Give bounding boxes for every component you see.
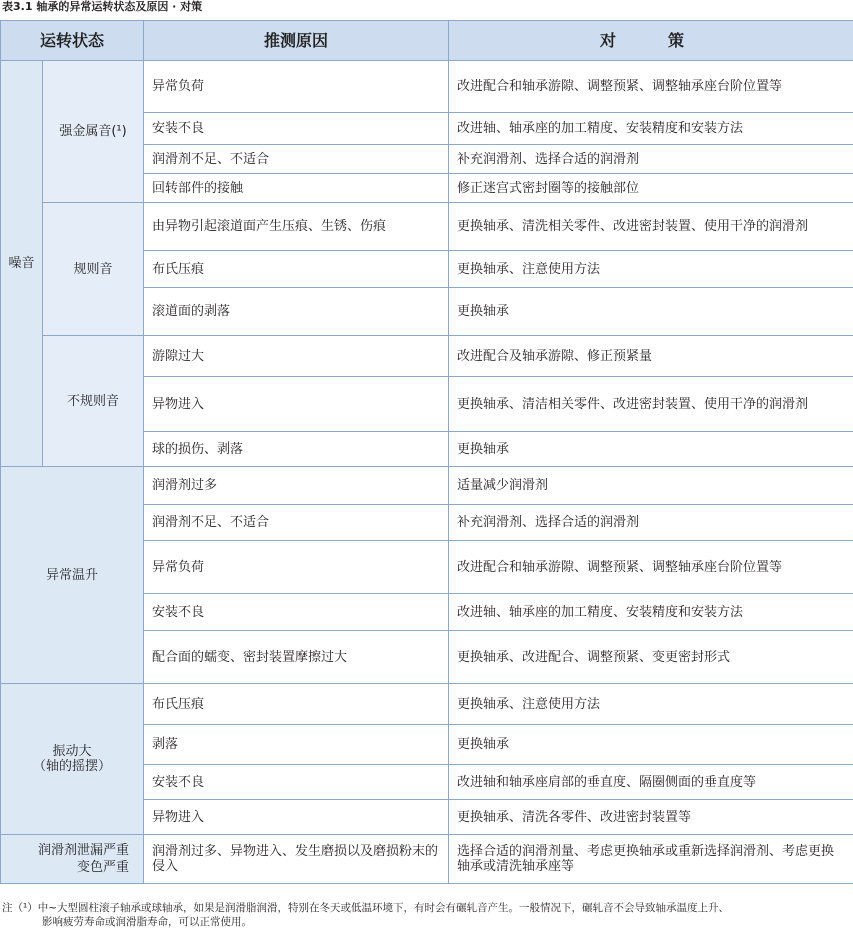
substate-regular: 规则音 bbox=[43, 203, 144, 336]
cause-cell: 安装不良 bbox=[144, 765, 449, 800]
leak-label-line1: 润滑剂泄漏严重 bbox=[38, 843, 130, 858]
state-leak-discoloration bbox=[1, 835, 144, 884]
cause-cell: 润滑剂过多 bbox=[144, 467, 449, 505]
state-vibration bbox=[1, 684, 144, 835]
action-cell: 补充润滑剂、选择合适的润滑剂 bbox=[449, 145, 853, 174]
leak-label-line2: 变色严重 bbox=[77, 860, 130, 875]
table-caption: 表3.1 轴承的异常运转状态及原因 · 对策 bbox=[2, 0, 203, 13]
cause-cell: 安装不良 bbox=[144, 113, 449, 145]
cause-cell: 润滑剂不足、不适合 bbox=[144, 145, 449, 174]
cause-cell: 润滑剂过多、异物进入、发生磨损以及磨损粉末的侵入 bbox=[144, 835, 449, 884]
action-cell: 改进配合和轴承游隙、调整预紧、调整轴承座台阶位置等 bbox=[449, 541, 853, 594]
header-state: 运转状态 bbox=[1, 21, 144, 61]
action-cell: 改进配合和轴承游隙、调整预紧、调整轴承座台阶位置等 bbox=[449, 61, 853, 113]
cause-cell: 异物进入 bbox=[144, 377, 449, 432]
cause-cell: 安装不良 bbox=[144, 594, 449, 631]
action-cell: 选择合适的润滑剂量、考虑更换轴承或重新选择润滑剂、考虑更换轴承或清洗轴承座等 bbox=[449, 835, 853, 884]
action-cell: 更换轴承、清洗相关零件、改进密封装置、使用干净的润滑剂 bbox=[449, 203, 853, 251]
action-cell: 更换轴承 bbox=[449, 288, 853, 336]
cause-cell: 由异物引起滚道面产生压痕、生锈、伤痕 bbox=[144, 203, 449, 251]
action-cell: 改进轴、轴承座的加工精度、安装精度和安装方法 bbox=[449, 594, 853, 631]
action-cell: 更换轴承、改进配合、调整预紧、变更密封形式 bbox=[449, 631, 853, 684]
state-temperature-rise: 异常温升 bbox=[1, 467, 144, 684]
action-cell: 更换轴承 bbox=[449, 725, 853, 765]
cause-cell: 布氏压痕 bbox=[144, 251, 449, 288]
action-cell: 补充润滑剂、选择合适的润滑剂 bbox=[449, 505, 853, 541]
substate-strong-metal: 强金属音(¹) bbox=[43, 61, 144, 203]
cause-cell: 球的损伤、剥落 bbox=[144, 432, 449, 467]
vibration-label-line2: （轴的摇摆） bbox=[33, 759, 112, 774]
cause-cell: 配合面的蠕变、密封装置摩擦过大 bbox=[144, 631, 449, 684]
cause-cell: 剥落 bbox=[144, 725, 449, 765]
cause-cell: 异常负荷 bbox=[144, 541, 449, 594]
action-cell: 适量减少润滑剂 bbox=[449, 467, 853, 505]
cause-cell: 异物进入 bbox=[144, 800, 449, 835]
action-cell: 更换轴承、注意使用方法 bbox=[449, 684, 853, 725]
cause-cell: 游隙过大 bbox=[144, 336, 449, 377]
cause-cell: 布氏压痕 bbox=[144, 684, 449, 725]
header-cause: 推测原因 bbox=[144, 21, 449, 61]
abnormal-operation-table bbox=[0, 20, 853, 884]
action-cell: 更换轴承、清洗各零件、改进密封装置等 bbox=[449, 800, 853, 835]
vibration-label-line1: 振动大 bbox=[52, 744, 92, 759]
header-action: 对 策 bbox=[449, 21, 853, 61]
cause-cell: 异常负荷 bbox=[144, 61, 449, 113]
action-cell: 更换轴承 bbox=[449, 432, 853, 467]
cause-cell: 润滑剂不足、不适合 bbox=[144, 505, 449, 541]
cause-cell: 滚道面的剥落 bbox=[144, 288, 449, 336]
footnote-line2: 影响疲劳寿命或润滑脂寿命，可以正常使用。 bbox=[42, 916, 252, 928]
action-cell: 改进轴、轴承座的加工精度、安装精度和安装方法 bbox=[449, 113, 853, 145]
state-noise: 噪音 bbox=[1, 61, 43, 467]
action-cell: 更换轴承、清洁相关零件、改进密封装置、使用干净的润滑剂 bbox=[449, 377, 853, 432]
action-cell: 更换轴承、注意使用方法 bbox=[449, 251, 853, 288]
footnote-line1: 注（¹）中~大型圆柱滚子轴承或球轴承，如果是润滑脂润滑，特别在冬天或低温环境下，有时会有碾轧音产生。一般情况下，碾轧音不会导致轴承温度上升、 bbox=[2, 902, 730, 914]
footnote bbox=[2, 901, 851, 929]
substate-irregular: 不规则音 bbox=[43, 336, 144, 467]
cause-cell: 回转部件的接触 bbox=[144, 174, 449, 203]
action-cell: 改进轴和轴承座肩部的垂直度、隔圈侧面的垂直度等 bbox=[449, 765, 853, 800]
action-cell: 修正迷宫式密封圈等的接触部位 bbox=[449, 174, 853, 203]
action-cell: 改进配合及轴承游隙、修正预紧量 bbox=[449, 336, 853, 377]
